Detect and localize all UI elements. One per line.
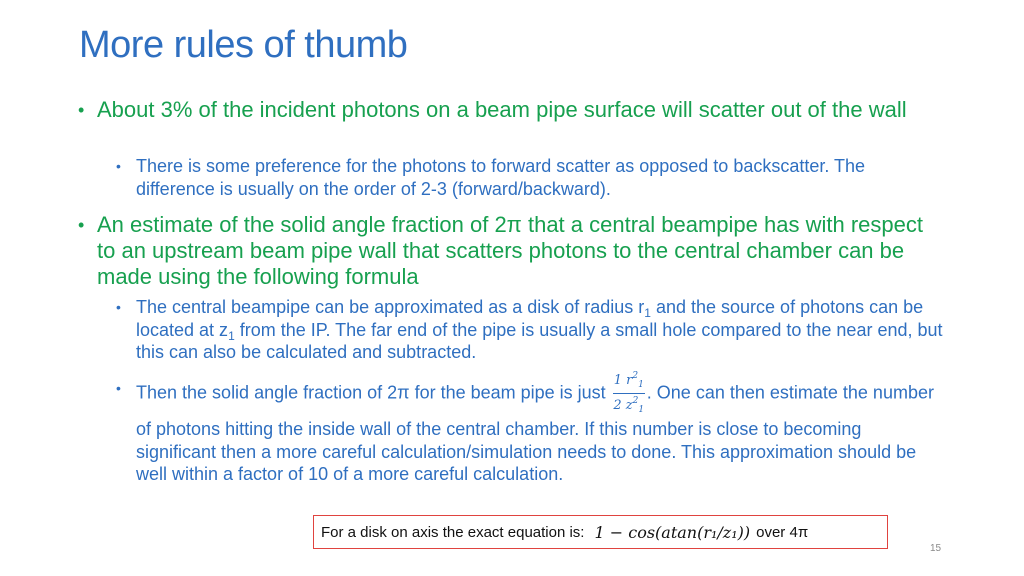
bullet-1-sub-1 (116, 155, 946, 200)
subscript: 1 (644, 306, 651, 320)
formula-label: For a disk on axis the exact equation is: (321, 523, 585, 541)
bullet-1-text: About 3% of the incident photons on a beam pipe surface will scatter out of the wall (97, 97, 907, 122)
solid-angle-fraction (613, 369, 645, 418)
bullet-2-sub-1-text-b: and the source of photons can be located at z (136, 297, 924, 340)
bullet-2-sub-1-text-a: The central beampipe can be approximated as a disk of radius r (136, 297, 645, 317)
bullet-dot-icon: • (78, 215, 85, 235)
subscript: 1 (228, 328, 235, 343)
bullet-1 (78, 97, 947, 123)
bullet-2-sub-2-post: . One can then estimate the number of photons hitting the inside wall of the central chamber. If this number is close to becoming significant then a more careful calculation/simulation needs to done. This approximation should be well within a factor of 10 of a more careful calculation. (136, 382, 934, 484)
exact-equation-box (313, 515, 888, 549)
bullet-dot-icon: • (116, 380, 121, 396)
bullet-2 (78, 212, 947, 290)
bullet-2-sub-2 (116, 369, 946, 486)
formula-suffix: over 4π (756, 523, 809, 541)
bullet-dot-icon: • (78, 100, 85, 120)
bullet-2-sub-1-text-c: from the IP. The far end of the pipe is usually a small hole compared to the near end, but this can also be calculated and subtracted. (136, 319, 943, 362)
formula-equation: 1 − cos(atan(r₁/z₁)) (594, 522, 751, 542)
bullet-2-sub-2-pre: Then the solid angle fraction of 2π for the beam pipe is just (136, 382, 606, 403)
slide-title: More rules of thumb (79, 24, 408, 66)
bullet-2-sub-1 (116, 296, 946, 364)
bullet-dot-icon: • (116, 299, 121, 315)
bullet-1-sub-1-text: There is some preference for the photons to forward scatter as opposed to backscatter. The difference is usually on the order of 2-3 (forward/backward). (136, 156, 866, 199)
fraction-numerator: 1 $r^2_1$ (613, 369, 645, 394)
page-number: 15 (930, 543, 942, 554)
fraction-denominator: 2 $z^2_1$ (613, 396, 645, 415)
bullet-dot-icon: • (116, 158, 121, 174)
bullet-2-text: An estimate of the solid angle fraction of 2π that a central beampipe has with respect to an upstream beam pipe wall that scatters photons to the central chamber can be made using the following formula (97, 212, 923, 289)
